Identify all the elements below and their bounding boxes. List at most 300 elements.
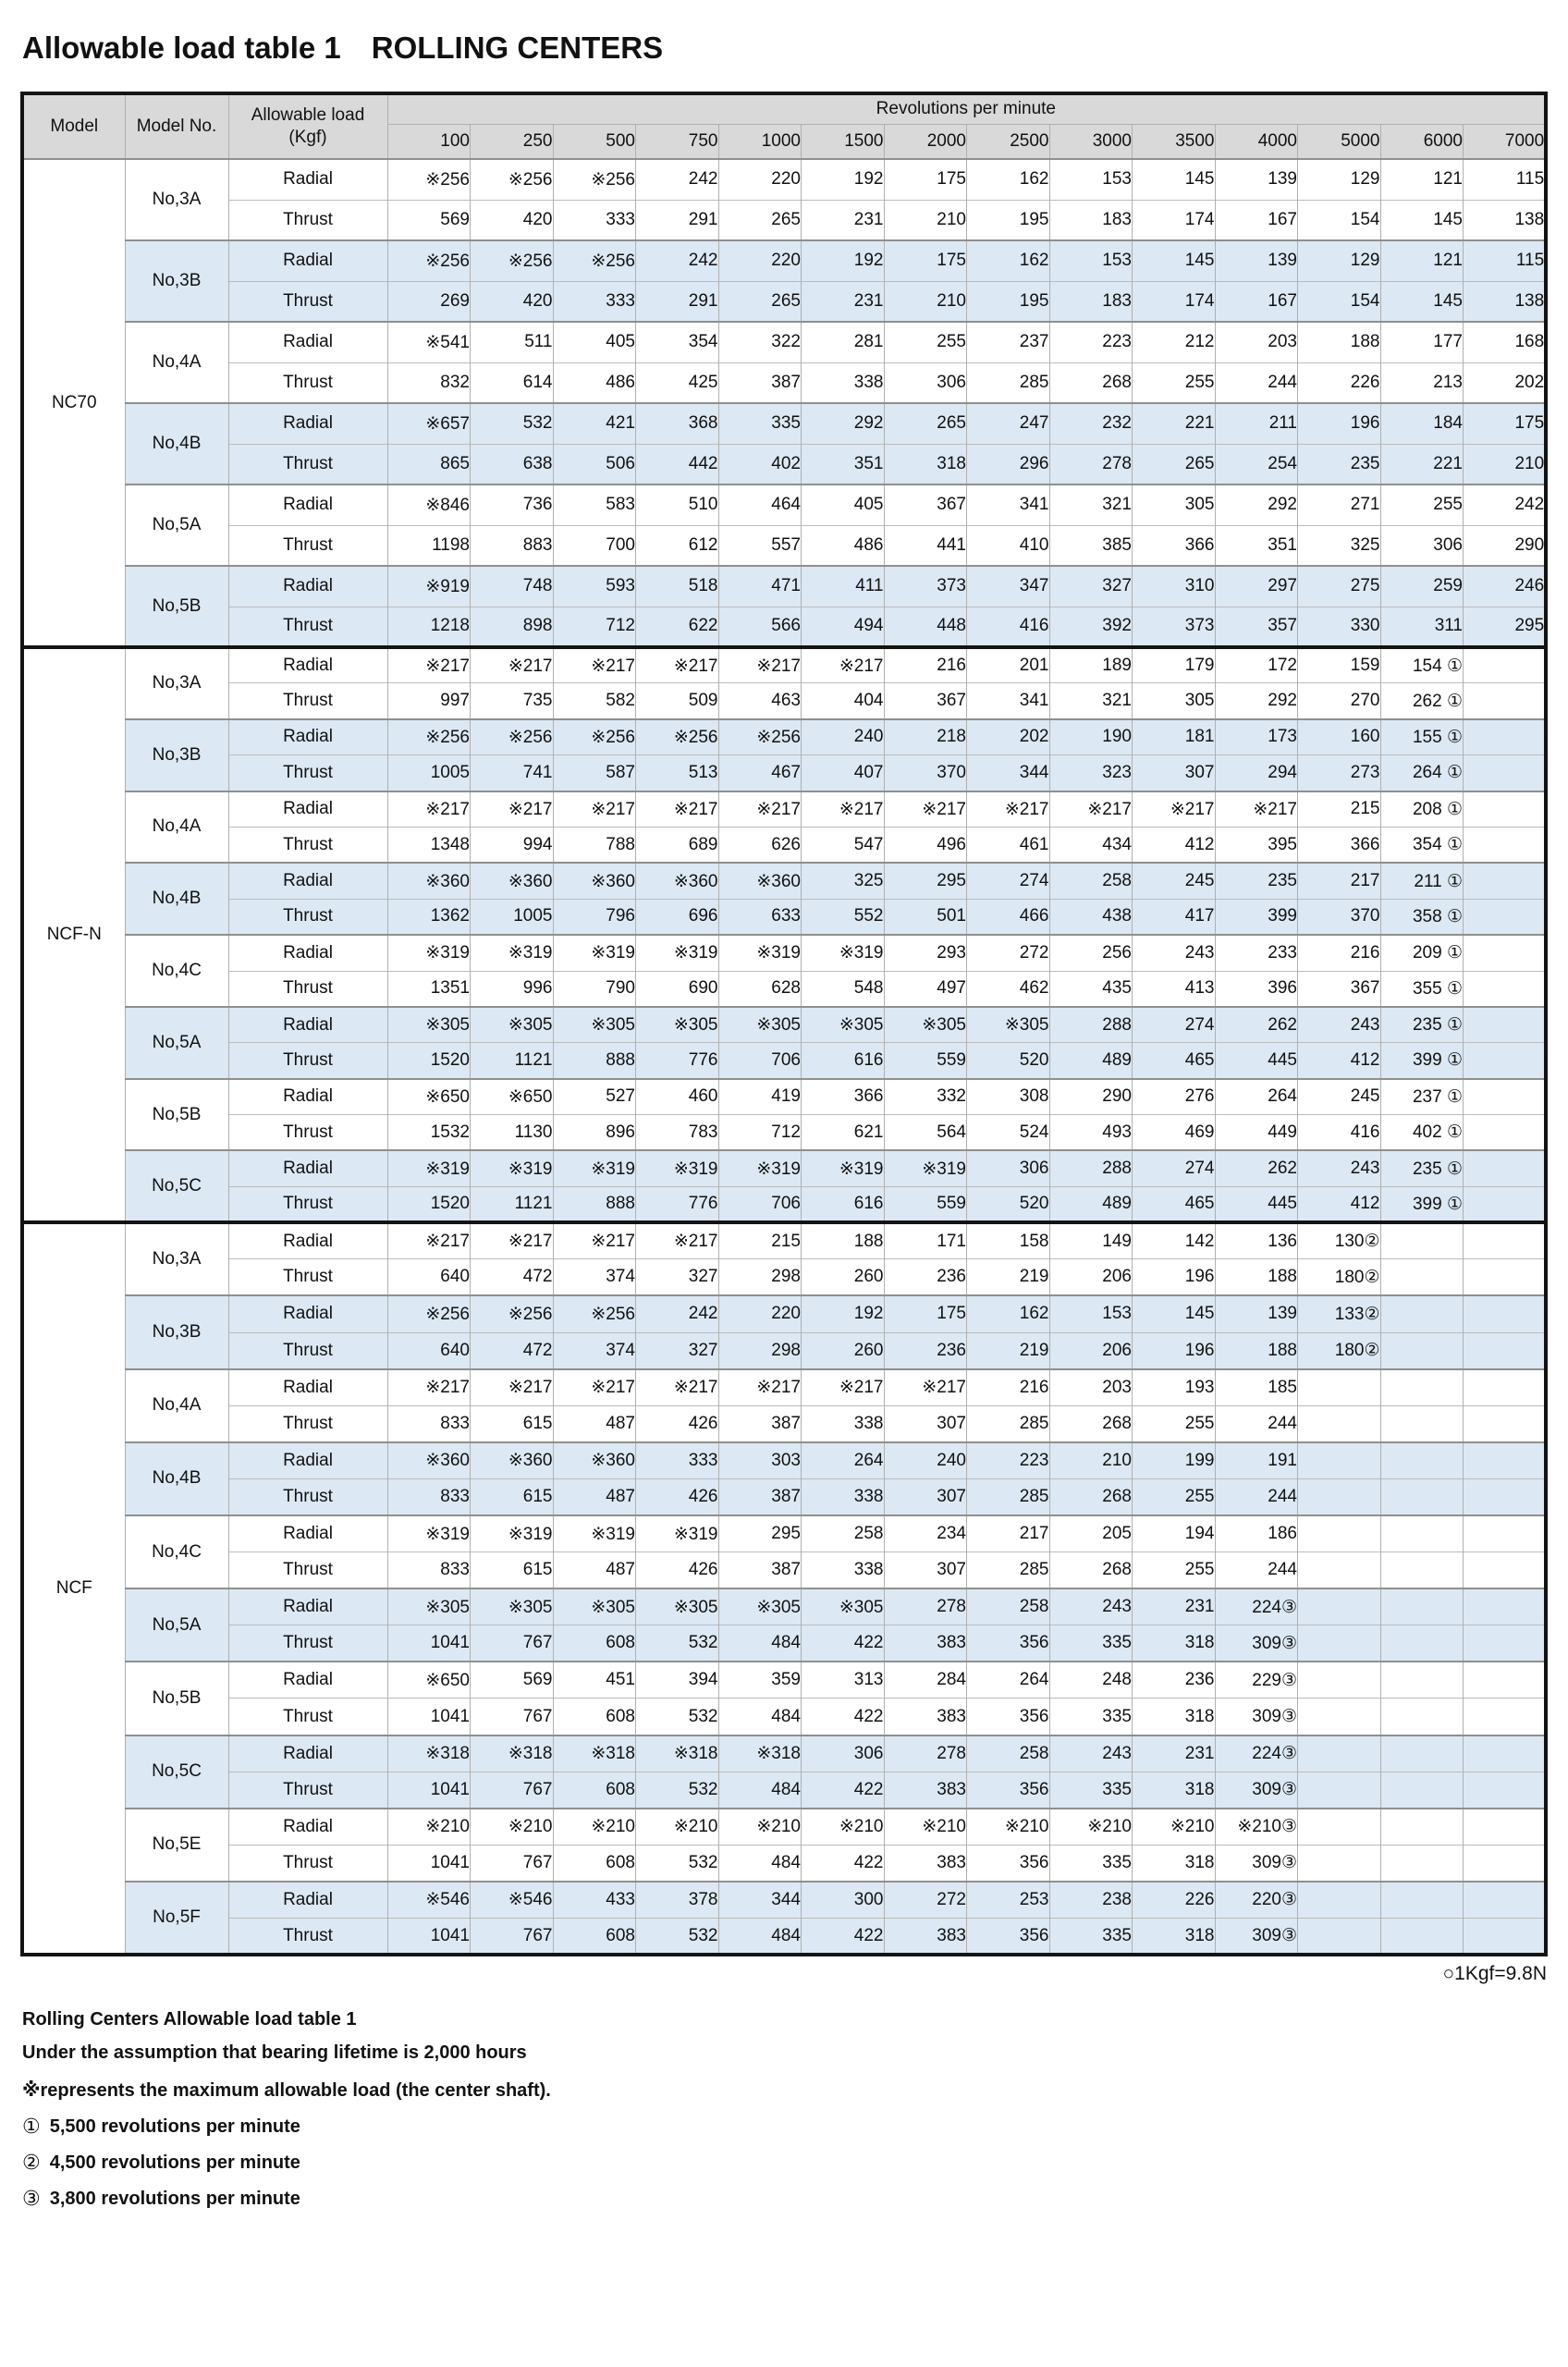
load-value-cell: 608 — [553, 1919, 636, 1956]
NCF-No4A-radial-row — [22, 1369, 1546, 1406]
load-value-cell: 767 — [471, 1845, 554, 1882]
load-value-cell — [1380, 1625, 1464, 1662]
load-value-cell: 233 — [1215, 935, 1298, 971]
load-value-cell: ※319 — [553, 1515, 636, 1552]
load-value-cell: ※256 — [471, 719, 554, 755]
load-value-cell: 224③ — [1215, 1588, 1298, 1625]
load-value-cell: 268 — [1049, 1478, 1133, 1515]
load-value-cell: 615 — [471, 1478, 554, 1515]
load-type-label: Thrust — [228, 971, 387, 1007]
NC70-No3B-thrust-row — [22, 281, 1546, 322]
load-value-cell: 422 — [802, 1772, 885, 1809]
load-value-cell: 325 — [802, 863, 885, 899]
table-body — [22, 159, 1546, 1955]
rpm-column-header: 250 — [471, 124, 554, 159]
load-value-cell: ※256 — [553, 719, 636, 755]
load-value-cell: 1041 — [387, 1845, 471, 1882]
load-value-cell: ※256 — [471, 1295, 554, 1332]
NCF-No3B-radial-row — [22, 1295, 1546, 1332]
load-value-cell: 354 — [636, 322, 719, 362]
load-value-cell: 888 — [553, 1043, 636, 1079]
load-value-cell: 405 — [553, 322, 636, 362]
load-value-cell: 149 — [1049, 1222, 1133, 1259]
load-value-cell: 608 — [553, 1845, 636, 1882]
load-value-cell: 736 — [471, 484, 554, 525]
model-no-label: No,5B — [125, 1079, 228, 1151]
load-value-cell: 292 — [1215, 683, 1298, 719]
load-value-cell: 404 — [802, 683, 885, 719]
load-value-cell — [1380, 1699, 1464, 1735]
load-value-cell: 1121 — [471, 1186, 554, 1222]
load-value-cell: 138 — [1464, 200, 1547, 240]
load-value-cell — [1380, 1552, 1464, 1589]
load-value-cell: 366 — [1298, 827, 1381, 863]
load-value-cell: ※217 — [1215, 791, 1298, 828]
NCF-N-No5C-radial-row — [22, 1150, 1546, 1186]
load-value-cell: ※318 — [718, 1735, 802, 1772]
load-value-cell: 426 — [636, 1478, 719, 1515]
load-value-cell — [1464, 719, 1547, 755]
load-type-label: Thrust — [228, 1478, 387, 1515]
load-value-cell: ※217 — [387, 791, 471, 828]
load-value-cell: 288 — [1049, 1150, 1133, 1186]
load-value-cell: 506 — [553, 444, 636, 484]
load-value-cell: ※657 — [387, 403, 471, 444]
footnote-row — [22, 2115, 1548, 2139]
load-value-cell: 270 — [1298, 683, 1381, 719]
load-value-cell: 338 — [802, 362, 885, 403]
load-value-cell: 510 — [636, 484, 719, 525]
load-value-cell: 276 — [1133, 1079, 1216, 1115]
model-no-label: No,5C — [125, 1150, 228, 1222]
load-value-cell: 291 — [636, 281, 719, 322]
load-value-cell: 370 — [884, 755, 967, 791]
load-value-cell: 410 — [967, 525, 1050, 566]
load-value-cell: 357 — [1215, 607, 1298, 647]
load-value-cell — [1464, 1809, 1547, 1846]
load-value-cell: 368 — [636, 403, 719, 444]
NCF-N-No5A-radial-row — [22, 1007, 1546, 1043]
load-value-cell: ※210 — [802, 1809, 885, 1846]
load-value-cell: ※319 — [471, 1515, 554, 1552]
load-value-cell: 303 — [718, 1442, 802, 1479]
rpm-column-header: 2500 — [967, 124, 1050, 159]
load-value-cell: 335 — [718, 403, 802, 444]
load-value-cell: 192 — [802, 159, 885, 200]
load-value-cell: 994 — [471, 827, 554, 863]
load-type-label: Radial — [228, 322, 387, 362]
NCF-No4B-thrust-row — [22, 1478, 1546, 1515]
load-value-cell: 242 — [1464, 484, 1547, 525]
load-value-cell: 1130 — [471, 1115, 554, 1151]
load-value-cell: 243 — [1049, 1735, 1133, 1772]
load-value-cell: 1041 — [387, 1625, 471, 1662]
load-value-cell: 327 — [1049, 566, 1133, 607]
load-value-cell: 142 — [1133, 1222, 1216, 1259]
load-value-cell: 223 — [967, 1442, 1050, 1479]
load-value-cell: 1520 — [387, 1043, 471, 1079]
NCF-No5F-radial-row — [22, 1882, 1546, 1919]
load-type-label: Radial — [228, 403, 387, 444]
load-value-cell: 234 — [884, 1515, 967, 1552]
load-value-cell: 221 — [1380, 444, 1464, 484]
load-value-cell: 355 ① — [1380, 971, 1464, 1007]
load-value-cell — [1464, 1515, 1547, 1552]
NC70-No5B-thrust-row — [22, 607, 1546, 647]
load-value-cell: 449 — [1215, 1115, 1298, 1151]
load-type-label: Thrust — [228, 1115, 387, 1151]
load-type-label: Radial — [228, 647, 387, 683]
load-value-cell: 445 — [1215, 1186, 1298, 1222]
rpm-column-header: 2000 — [884, 124, 967, 159]
load-value-cell: ※217 — [718, 1369, 802, 1406]
load-value-cell: ※217 — [471, 1369, 554, 1406]
load-value-cell: 196 — [1133, 1259, 1216, 1296]
load-value-cell — [1464, 1552, 1547, 1589]
load-value-cell: 354 ① — [1380, 827, 1464, 863]
load-value-cell: 121 — [1380, 159, 1464, 200]
load-value-cell — [1298, 1369, 1381, 1406]
load-value-cell: ※217 — [636, 647, 719, 683]
load-type-label: Thrust — [228, 1186, 387, 1222]
load-value-cell: 268 — [1049, 362, 1133, 403]
load-value-cell: 188 — [1215, 1259, 1298, 1296]
load-value-cell: ※217 — [1133, 791, 1216, 828]
load-value-cell: 260 — [802, 1332, 885, 1369]
load-value-cell: 524 — [967, 1115, 1050, 1151]
load-value-cell: 445 — [1215, 1043, 1298, 1079]
load-value-cell: 484 — [718, 1699, 802, 1735]
allowable-load-line2: (Kgf) — [288, 128, 327, 147]
NCF-N-No4A-thrust-row — [22, 827, 1546, 863]
allowable-load-line1: Allowable load — [251, 105, 365, 126]
load-value-cell: ※319 — [387, 1150, 471, 1186]
load-value-cell: 333 — [553, 281, 636, 322]
load-value-cell: 278 — [884, 1735, 967, 1772]
load-type-label: Thrust — [228, 1332, 387, 1369]
col-header-model-no: Model No. — [125, 93, 228, 159]
rpm-column-header: 100 — [387, 124, 471, 159]
load-value-cell: ※319 — [802, 935, 885, 971]
load-value-cell: ※305 — [884, 1007, 967, 1043]
load-value-cell: 327 — [636, 1259, 719, 1296]
load-value-cell: 422 — [802, 1625, 885, 1662]
load-value-cell: 593 — [553, 566, 636, 607]
load-value-cell: 463 — [718, 683, 802, 719]
load-value-cell: 335 — [1049, 1919, 1133, 1956]
load-value-cell: 392 — [1049, 607, 1133, 647]
load-value-cell: 564 — [884, 1115, 967, 1151]
load-value-cell: 285 — [967, 1405, 1050, 1442]
load-value-cell: 290 — [1049, 1079, 1133, 1115]
load-value-cell: 465 — [1133, 1043, 1216, 1079]
load-value-cell — [1380, 1515, 1464, 1552]
load-value-cell: 115 — [1464, 159, 1547, 200]
load-value-cell: ※305 — [636, 1588, 719, 1625]
footnote-mark: ② — [22, 2151, 41, 2175]
model-no-label: No,3A — [125, 647, 228, 719]
load-value-cell: ※217 — [718, 647, 802, 683]
load-value-cell: 608 — [553, 1625, 636, 1662]
load-value-cell — [1380, 1735, 1464, 1772]
load-value-cell: 180② — [1298, 1332, 1381, 1369]
NCF-No5A-thrust-row — [22, 1625, 1546, 1662]
load-value-cell — [1298, 1552, 1381, 1589]
load-value-cell: 278 — [884, 1588, 967, 1625]
load-value-cell: 351 — [1215, 525, 1298, 566]
load-value-cell: ※305 — [967, 1007, 1050, 1043]
load-value-cell: 484 — [718, 1919, 802, 1956]
load-value-cell: 344 — [718, 1882, 802, 1919]
load-value-cell: 434 — [1049, 827, 1133, 863]
load-value-cell: ※256 — [387, 1295, 471, 1332]
load-value-cell: 307 — [884, 1405, 967, 1442]
load-type-label: Thrust — [228, 1405, 387, 1442]
load-value-cell: 832 — [387, 362, 471, 403]
load-value-cell: 700 — [553, 525, 636, 566]
load-value-cell: 243 — [1298, 1007, 1381, 1043]
load-value-cell: 285 — [967, 1552, 1050, 1589]
load-value-cell: ※217 — [802, 791, 885, 828]
NC70-No4A-thrust-row — [22, 362, 1546, 403]
load-value-cell: ※305 — [718, 1588, 802, 1625]
load-value-cell: ※217 — [553, 791, 636, 828]
load-value-cell: 374 — [553, 1332, 636, 1369]
load-value-cell: ※360 — [471, 1442, 554, 1479]
load-value-cell: 206 — [1049, 1259, 1133, 1296]
load-value-cell: 274 — [1133, 1007, 1216, 1043]
allowable-load-table — [20, 92, 1548, 1956]
load-value-cell: 159 — [1298, 647, 1381, 683]
load-value-cell: ※256 — [387, 159, 471, 200]
model-no-label: No,3B — [125, 719, 228, 791]
load-value-cell: 356 — [967, 1699, 1050, 1735]
load-value-cell: 518 — [636, 566, 719, 607]
load-value-cell: 559 — [884, 1186, 967, 1222]
NCF-No3B-thrust-row — [22, 1332, 1546, 1369]
load-value-cell: 196 — [1298, 403, 1381, 444]
load-value-cell: 231 — [802, 281, 885, 322]
load-value-cell: 1005 — [471, 899, 554, 935]
NCF-No5E-radial-row — [22, 1809, 1546, 1846]
load-value-cell — [1464, 863, 1547, 899]
load-value-cell: 211 — [1215, 403, 1298, 444]
load-value-cell: 332 — [884, 1079, 967, 1115]
load-value-cell: 154 — [1298, 200, 1381, 240]
load-value-cell: 333 — [636, 1442, 719, 1479]
load-value-cell — [1380, 1369, 1464, 1406]
load-value-cell: 308 — [967, 1079, 1050, 1115]
load-value-cell: ※217 — [636, 791, 719, 828]
load-value-cell: 235 ① — [1380, 1150, 1464, 1186]
load-value-cell: 297 — [1215, 566, 1298, 607]
load-value-cell: 615 — [471, 1405, 554, 1442]
model-no-label: No,5E — [125, 1809, 228, 1882]
load-value-cell: 281 — [802, 322, 885, 362]
load-value-cell: ※319 — [387, 1515, 471, 1552]
load-value-cell: 509 — [636, 683, 719, 719]
load-value-cell — [1464, 1919, 1547, 1956]
load-value-cell: ※360 — [553, 863, 636, 899]
load-value-cell: 209 ① — [1380, 935, 1464, 971]
load-value-cell: 208 ① — [1380, 791, 1464, 828]
load-value-cell: ※360 — [718, 863, 802, 899]
load-value-cell: 383 — [884, 1699, 967, 1735]
load-value-cell: 374 — [553, 1259, 636, 1296]
load-value-cell: 552 — [802, 899, 885, 935]
load-value-cell: 462 — [967, 971, 1050, 1007]
load-value-cell: 486 — [553, 362, 636, 403]
load-type-label: Radial — [228, 240, 387, 281]
load-type-label: Radial — [228, 1369, 387, 1406]
load-value-cell: 306 — [967, 1150, 1050, 1186]
load-value-cell: 616 — [802, 1186, 885, 1222]
NC70-No5A-thrust-row — [22, 525, 1546, 566]
load-value-cell — [1464, 1662, 1547, 1699]
load-value-cell: 244 — [1215, 1405, 1298, 1442]
load-value-cell — [1380, 1295, 1464, 1332]
load-type-label: Radial — [228, 159, 387, 200]
load-value-cell: 527 — [553, 1079, 636, 1115]
load-value-cell: 262 ① — [1380, 683, 1464, 719]
load-value-cell: ※360 — [471, 863, 554, 899]
load-value-cell: 160 — [1298, 719, 1381, 755]
model-no-label: No,3A — [125, 1222, 228, 1295]
load-value-cell: 622 — [636, 607, 719, 647]
load-value-cell — [1380, 1442, 1464, 1479]
load-value-cell: 212 — [1133, 322, 1216, 362]
load-value-cell — [1298, 1882, 1381, 1919]
load-value-cell: ※256 — [471, 240, 554, 281]
load-type-label: Thrust — [228, 1259, 387, 1296]
load-value-cell: 416 — [967, 607, 1050, 647]
load-value-cell: 162 — [967, 159, 1050, 200]
load-value-cell: 155 ① — [1380, 719, 1464, 755]
load-value-cell: 244 — [1215, 1478, 1298, 1515]
rpm-column-header: 4000 — [1215, 124, 1298, 159]
load-value-cell: 255 — [1380, 484, 1464, 525]
model-no-label: No,4B — [125, 863, 228, 935]
load-value-cell: 306 — [1380, 525, 1464, 566]
model-no-label: No,5C — [125, 1735, 228, 1809]
load-value-cell: ※919 — [387, 566, 471, 607]
model-no-label: No,5A — [125, 484, 228, 566]
load-value-cell: 464 — [718, 484, 802, 525]
load-value-cell: 130② — [1298, 1222, 1381, 1259]
load-value-cell: 295 — [884, 863, 967, 899]
load-value-cell: 496 — [884, 827, 967, 863]
load-value-cell: 243 — [1298, 1150, 1381, 1186]
load-value-cell: 638 — [471, 444, 554, 484]
load-value-cell: 387 — [718, 1405, 802, 1442]
load-value-cell: ※217 — [884, 1369, 967, 1406]
load-value-cell: 338 — [802, 1405, 885, 1442]
load-value-cell: 199 — [1133, 1442, 1216, 1479]
load-type-label: Radial — [228, 1882, 387, 1919]
load-value-cell: 309③ — [1215, 1772, 1298, 1809]
load-value-cell: 1041 — [387, 1919, 471, 1956]
load-value-cell: 712 — [553, 607, 636, 647]
load-value-cell: 318 — [1133, 1625, 1216, 1662]
rpm-column-header: 1000 — [718, 124, 802, 159]
load-value-cell: 318 — [884, 444, 967, 484]
model-no-label: No,5B — [125, 1662, 228, 1735]
load-value-cell: 306 — [802, 1735, 885, 1772]
load-value-cell: 294 — [1215, 755, 1298, 791]
load-type-label: Thrust — [228, 683, 387, 719]
load-value-cell: 532 — [636, 1919, 719, 1956]
load-value-cell: 467 — [718, 755, 802, 791]
load-value-cell: 614 — [471, 362, 554, 403]
load-value-cell — [1464, 1845, 1547, 1882]
load-value-cell: 291 — [636, 200, 719, 240]
load-type-label: Thrust — [228, 281, 387, 322]
load-value-cell: 242 — [636, 240, 719, 281]
load-value-cell: 416 — [1298, 1115, 1381, 1151]
load-value-cell: 305 — [1133, 484, 1216, 525]
load-value-cell: 202 — [1464, 362, 1547, 403]
load-value-cell: 153 — [1049, 240, 1133, 281]
load-value-cell: 465 — [1133, 1186, 1216, 1222]
load-value-cell: 296 — [967, 444, 1050, 484]
footnote-mark: ① — [22, 2115, 41, 2139]
load-value-cell: 295 — [718, 1515, 802, 1552]
load-value-cell: 741 — [471, 755, 554, 791]
load-value-cell: 997 — [387, 683, 471, 719]
load-value-cell: 264 — [802, 1442, 885, 1479]
table-header — [22, 93, 1546, 159]
load-value-cell — [1464, 1478, 1547, 1515]
load-value-cell: 626 — [718, 827, 802, 863]
NCF-No5C-thrust-row — [22, 1772, 1546, 1809]
load-type-label: Thrust — [228, 607, 387, 647]
model-no-label: No,3B — [125, 1295, 228, 1368]
load-value-cell: ※217 — [636, 1369, 719, 1406]
load-value-cell: 221 — [1133, 403, 1216, 444]
load-value-cell: 356 — [967, 1845, 1050, 1882]
load-type-label: Thrust — [228, 362, 387, 403]
load-value-cell: 472 — [471, 1332, 554, 1369]
load-value-cell: 796 — [553, 899, 636, 935]
load-value-cell: 356 — [967, 1919, 1050, 1956]
load-value-cell: ※256 — [553, 159, 636, 200]
load-value-cell: 559 — [884, 1043, 967, 1079]
NCF-No3A-thrust-row — [22, 1259, 1546, 1296]
model-no-label: No,3A — [125, 159, 228, 240]
footer-assumption-note: Under the assumption that bearing lifetime is 2,000 hours — [22, 2042, 527, 2064]
NCF-N-No3A-radial-row — [22, 647, 1546, 683]
load-value-cell: ※360 — [387, 1442, 471, 1479]
load-value-cell — [1464, 1405, 1547, 1442]
load-value-cell: 292 — [1215, 484, 1298, 525]
load-value-cell: 402 ① — [1380, 1115, 1464, 1151]
load-value-cell: ※210 — [718, 1809, 802, 1846]
load-type-label: Thrust — [228, 1552, 387, 1589]
load-value-cell: 451 — [553, 1662, 636, 1699]
load-value-cell: 532 — [636, 1699, 719, 1735]
load-value-cell — [1464, 1588, 1547, 1625]
NC70-No4A-radial-row — [22, 322, 1546, 362]
load-value-cell: 215 — [1298, 791, 1381, 828]
load-value-cell: 220 — [718, 240, 802, 281]
load-value-cell: 313 — [802, 1662, 885, 1699]
load-value-cell: 366 — [802, 1079, 885, 1115]
load-value-cell: ※319 — [636, 1150, 719, 1186]
load-value-cell: 153 — [1049, 1295, 1133, 1332]
load-value-cell: 306 — [884, 362, 967, 403]
load-value-cell: 245 — [1133, 863, 1216, 899]
load-value-cell — [1464, 1772, 1547, 1809]
